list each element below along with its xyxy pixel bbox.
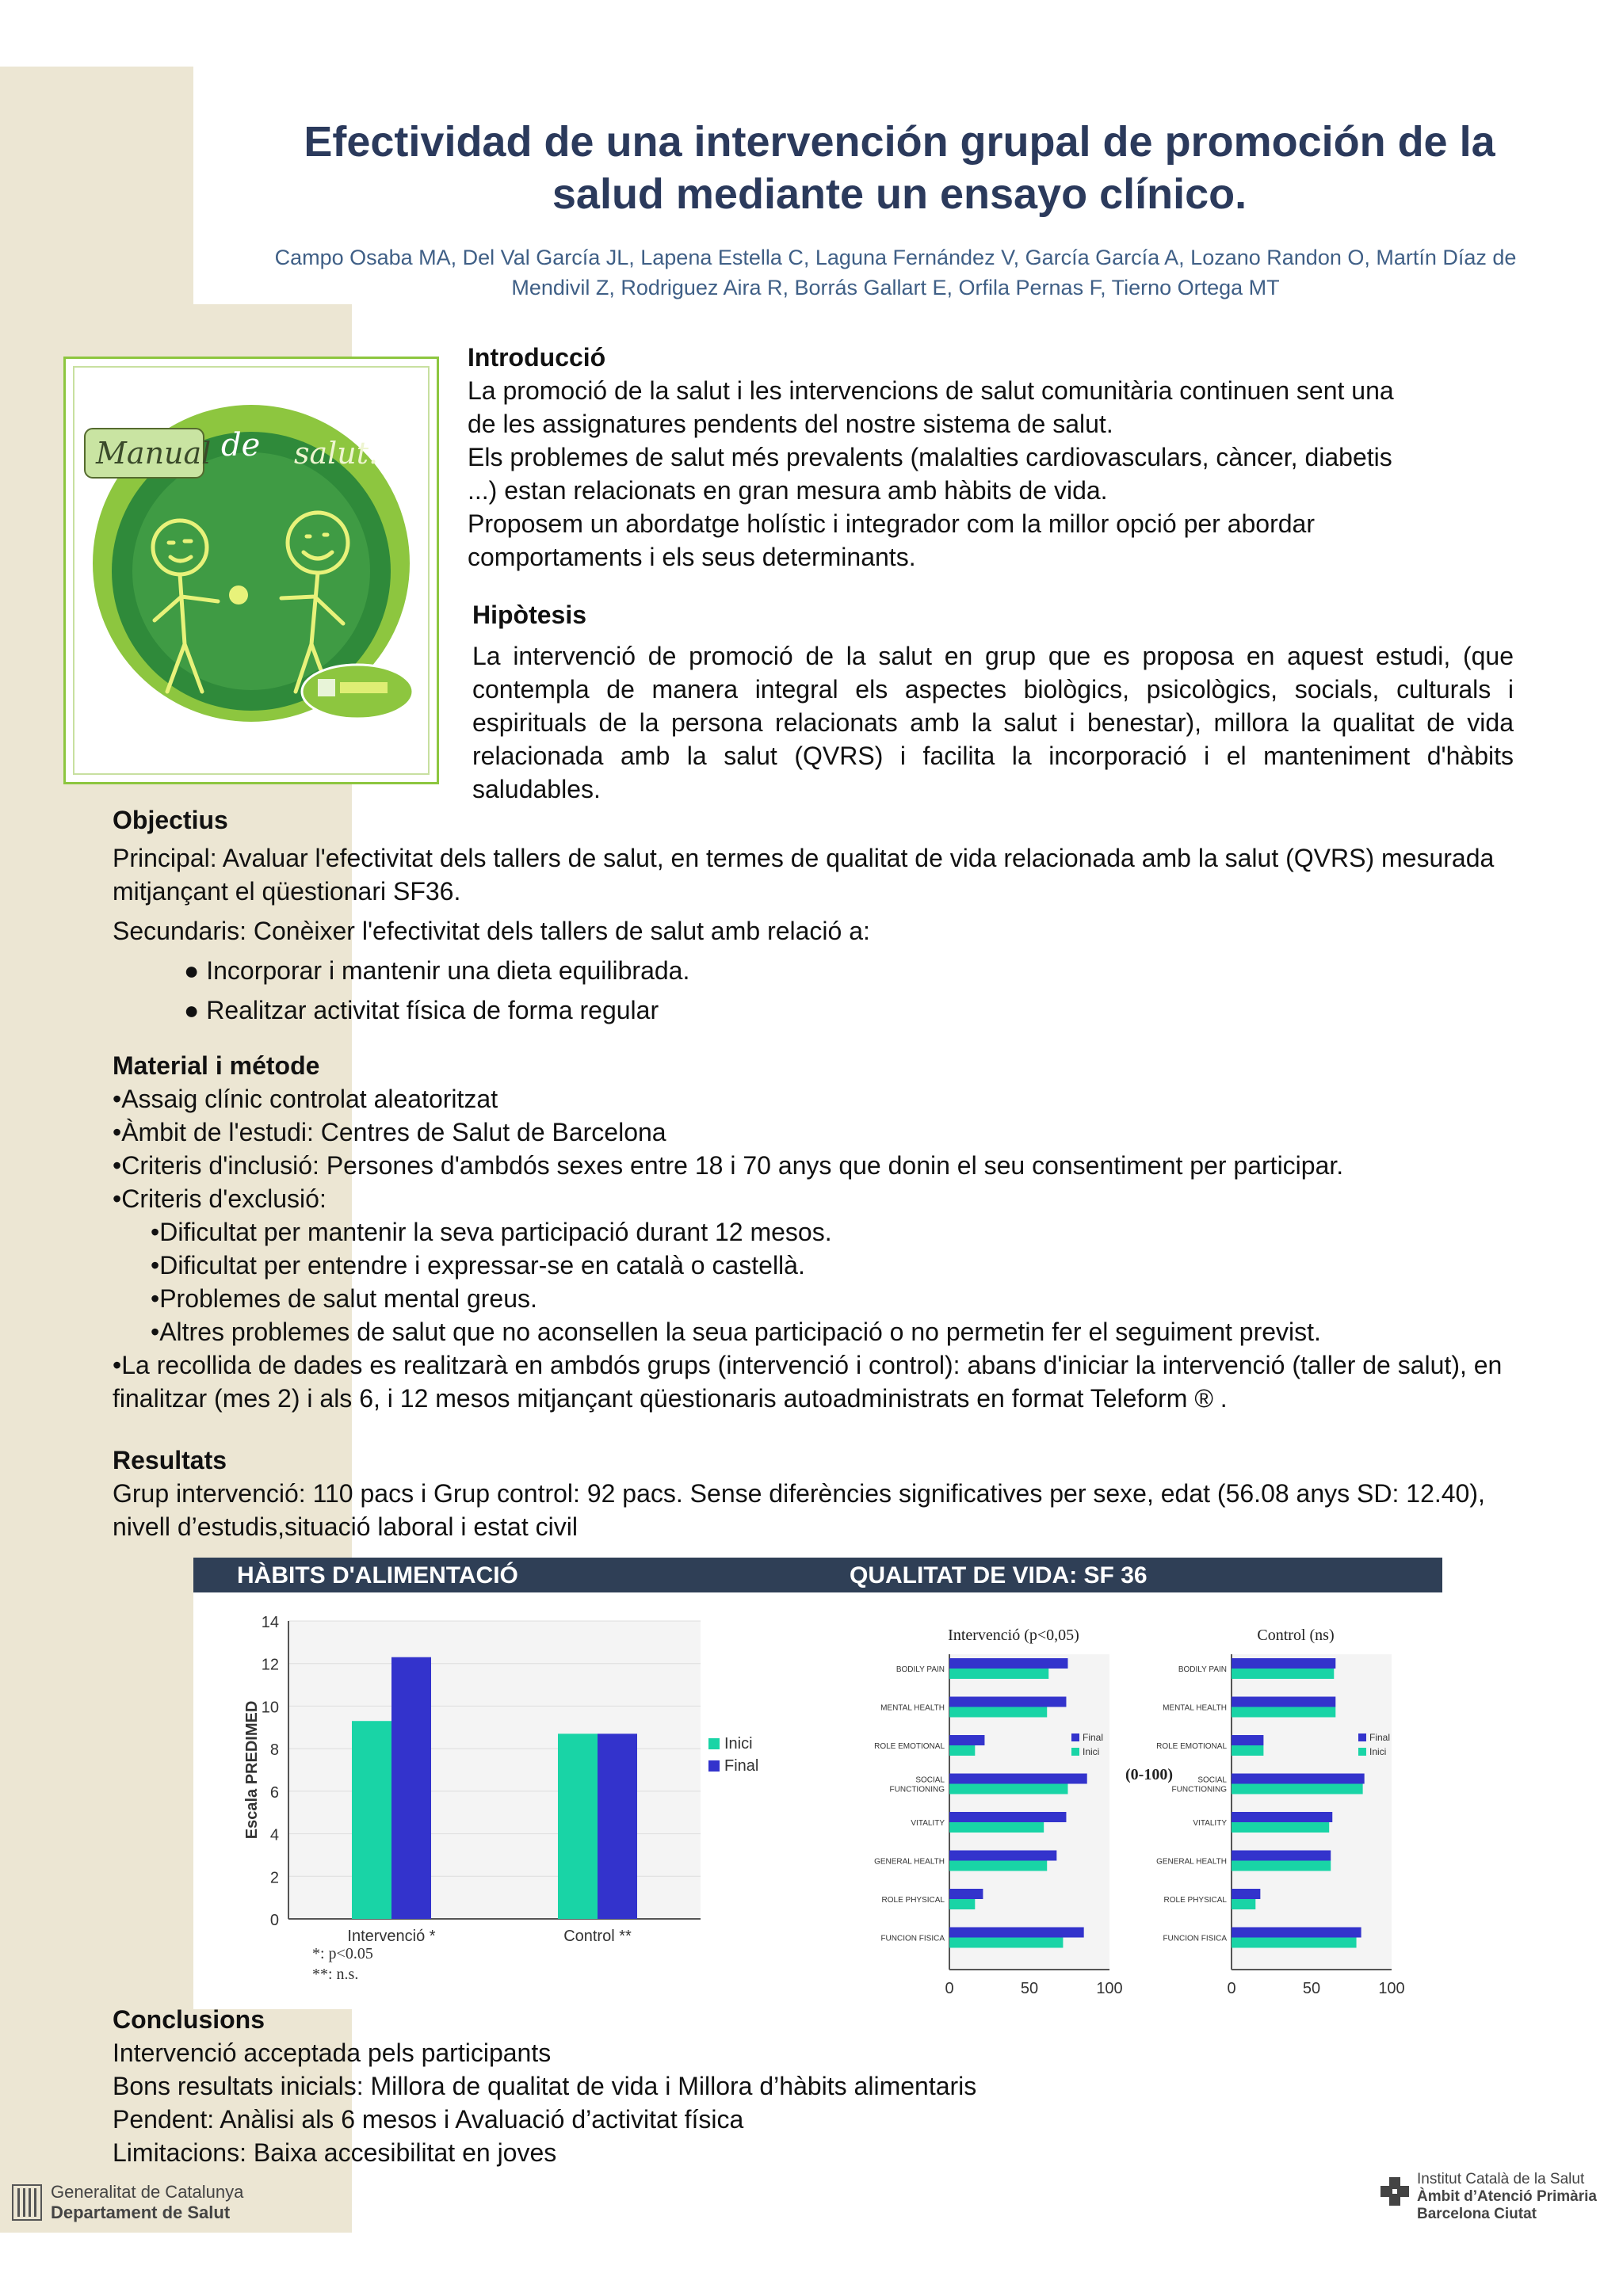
hchart-bar: [949, 1851, 1056, 1861]
hchart-bar: [1232, 1851, 1331, 1861]
hchart-category-label: ROLE PHYSICAL: [1163, 1896, 1227, 1905]
hchart-bar: [949, 1697, 1066, 1707]
hchart-bar: [1232, 1938, 1357, 1948]
hchart-x-tick-label: 100: [1378, 1980, 1405, 1997]
objectives-item: ● Realitzar activitat física de forma regular: [184, 996, 659, 1024]
hchart-bar: [949, 1889, 983, 1899]
objectives-item: ● Incorporar i mantenir una dieta equilibrada.: [184, 956, 690, 985]
results-heading: Resultats: [113, 1446, 227, 1474]
cover-word-de: de: [221, 427, 261, 463]
hchart-category-label: MENTAL HEALTH: [880, 1703, 945, 1713]
ics-line-3: Barcelona Ciutat: [1417, 2206, 1537, 2222]
introduction-line: de les assignatures pendents del nostre sistema de salut.: [468, 410, 1113, 438]
generalitat-line-2: Departament de Salut: [51, 2203, 231, 2222]
hchart-bar: [949, 1707, 1047, 1718]
hchart-bar: [1232, 1669, 1334, 1679]
hypothesis-heading: Hipòtesis: [472, 601, 587, 629]
hchart-category-label: ROLE EMOTIONAL: [874, 1742, 945, 1751]
chart1-y-tick-label: 2: [269, 1869, 279, 1887]
results-section: [113, 1444, 1531, 1543]
authors: [214, 242, 1577, 303]
cover-word-manual: Manual: [96, 436, 212, 471]
apple-icon: [229, 585, 248, 605]
methods-item: •Assaig clínic controlat aleatoritzat: [113, 1085, 498, 1113]
hchart-category-label: BODILY PAIN: [1178, 1665, 1227, 1674]
authors-line-2: Mendivil Z, Rodriguez Aira R, Borrás Gallart E, Orfila Pernas F, Tierno Ortega MT: [511, 276, 1280, 299]
chart1-bar: [391, 1657, 431, 1919]
exclusion-item: •Altres problemes de salut que no aconsellen la seua participació o no permetin fer el seguiment previst.: [151, 1318, 1321, 1346]
exclusion-item: •Dificultat per entendre i expressar-se en català o castellà.: [151, 1251, 805, 1280]
hchart-bar: [1232, 1928, 1361, 1938]
hchart-bar: [1232, 1735, 1263, 1745]
chart1-x-tick-label: Intervenció *: [347, 1928, 436, 1945]
methods-heading: Material i métode: [113, 1051, 320, 1080]
chart1-y-tick-label: 14: [261, 1614, 279, 1631]
hchart-bar: [949, 1669, 1048, 1679]
hchart-legend-swatch: [1358, 1748, 1366, 1756]
figure-header-right: QUALITAT DE VIDA: SF 36: [850, 1562, 1148, 1589]
hchart-legend-label: Final: [1369, 1732, 1391, 1743]
hchart-bar: [949, 1938, 1063, 1948]
hchart-bar: [949, 1861, 1047, 1871]
generalitat-logo: [11, 2180, 265, 2225]
hchart-bar: [1232, 1822, 1329, 1833]
hchart-x-tick-label: 0: [1227, 1980, 1236, 1997]
hchart-bar: [1232, 1658, 1335, 1669]
introduction-heading: Introducció: [468, 343, 606, 372]
ics-logo: [1379, 2171, 1617, 2234]
hchart-legend-label: Inici: [1083, 1746, 1100, 1757]
methods-data-collection: •La recollida de dades es realitzarà en ambdós grups (intervenció i control): abans d'iniciar la intervenció (taller de salut), en finalitzar (mes 2) i als 6, i 12 mesos mitjançant qüestionaris autoadministrats en format Teleform ® .: [113, 1351, 1503, 1413]
hchart-x-tick-label: 50: [1020, 1980, 1039, 1997]
chart1-bar: [558, 1733, 598, 1919]
hchart-bar: [1232, 1784, 1363, 1794]
cover-word-salut: salut.: [294, 436, 379, 471]
generalitat-emblem-icon: [11, 2183, 43, 2222]
hypothesis-text: La intervenció de promoció de la salut en grup que es proposa en aquest estudi, (que contempla de manera integral els aspectes biològics, psicològics, socials, culturals i espirituals de la persona relacionats amb la salut i benestar), millora la qualitat de vida relacionada amb la salut (QVRS) i facilita la incorporació i el manteniment d'hàbits saludables.: [472, 642, 1514, 803]
hchart-category-label: MENTAL HEALTH: [1163, 1703, 1227, 1713]
ics-line-1: Institut Català de la Salut: [1417, 2171, 1585, 2187]
methods-item: •Àmbit de l'estudi: Centres de Salut de Barcelona: [113, 1118, 666, 1146]
hchart-category-label: SOCIAL: [915, 1775, 945, 1785]
introduction-line: La promoció de la salut i les intervencions de salut comunitària continuen sent una: [468, 376, 1394, 405]
hchart-legend-swatch: [1071, 1748, 1079, 1756]
chart1-legend-label: Final: [724, 1757, 759, 1775]
hchart-bar: [949, 1774, 1087, 1784]
conclusions-line: Pendent: Anàlisi als 6 mesos i Avaluació d’activitat física: [113, 2105, 744, 2134]
methods-item: •Criteris d'inclusió: Persones d'ambdós sexes entre 18 i 70 anys que donin el seu consentiment per participar.: [113, 1151, 1344, 1180]
hchart-bar: [949, 1658, 1067, 1669]
hchart-bar: [949, 1899, 975, 1909]
exclusion-item: •Dificultat per mantenir la seva participació durant 12 mesos.: [151, 1218, 832, 1246]
hchart-bar: [949, 1735, 984, 1745]
hchart-category-label: FUNCTIONING: [1171, 1785, 1227, 1794]
conclusions-heading: Conclusions: [113, 2005, 265, 2034]
hchart-bar: [1232, 1774, 1365, 1784]
hchart-bar: [1232, 1889, 1260, 1899]
conclusions-line: Intervenció acceptada pels participants: [113, 2039, 552, 2067]
sf36-range-label: (0-100): [1125, 1766, 1173, 1783]
hchart-bar: [949, 1784, 1067, 1794]
chart1-note: *: p<0.05: [312, 1945, 373, 1962]
hchart-bar: [949, 1812, 1066, 1822]
hchart-bar: [1232, 1861, 1331, 1871]
hchart-x-tick-label: 50: [1302, 1980, 1321, 1997]
objectives-heading: Objectius: [113, 806, 228, 834]
hchart-category-label: SOCIAL: [1197, 1775, 1227, 1785]
chart1-y-tick-label: 10: [261, 1699, 279, 1717]
chart1-y-axis-label: Escala PREDIMED: [243, 1700, 261, 1840]
hchart-legend-swatch: [1071, 1733, 1079, 1741]
chart1-y-tick-label: 4: [269, 1826, 279, 1844]
chart1-x-tick-label: Control **: [563, 1928, 632, 1945]
conclusions-section: [113, 2003, 1531, 2169]
introduction-line: comportaments i els seus determinants.: [468, 543, 916, 571]
figure-charts: [193, 1592, 1442, 2009]
hchart-title: Intervenció (p<0,05): [948, 1627, 1079, 1644]
hchart-legend-label: Inici: [1369, 1746, 1387, 1757]
hchart-bar: [1232, 1745, 1263, 1756]
generalitat-line-1: Generalitat de Catalunya: [51, 2182, 244, 2202]
chart1-plot-area: [288, 1621, 701, 1919]
chart1-y-tick-label: 12: [261, 1656, 279, 1674]
hypothesis-section: [472, 598, 1514, 806]
figure-header-left: HÀBITS D'ALIMENTACIÓ: [237, 1562, 518, 1589]
methods-section: [113, 1049, 1531, 1415]
manual-cover-image: [63, 357, 439, 784]
introduction-line: Els problemes de salut més prevalents (malalties cardiovasculars, càncer, diabetis: [468, 443, 1392, 471]
hchart-bar: [1232, 1899, 1255, 1909]
hchart-bar: [949, 1928, 1084, 1938]
chart1-bar: [598, 1733, 637, 1919]
chart1-legend-swatch: [708, 1738, 720, 1749]
hchart-category-label: BODILY PAIN: [896, 1665, 945, 1674]
chart1-legend-swatch: [708, 1760, 720, 1772]
title-line-1: Efectividad de una intervención grupal de promoción de la: [304, 118, 1495, 166]
chart1-note: **: n.s.: [312, 1966, 359, 1983]
hchart-x-tick-label: 0: [945, 1980, 954, 1997]
conclusions-line: Limitacions: Baixa accesibilitat en joves: [113, 2138, 557, 2167]
title-line-2: salud mediante un ensayo clínico.: [552, 170, 1247, 218]
objectives-section: [113, 803, 1531, 1027]
hchart-category-label: VITALITY: [1193, 1819, 1227, 1828]
hchart-category-label: GENERAL HEALTH: [874, 1857, 945, 1867]
ics-line-2: Àmbit d’Atenció Primària: [1417, 2188, 1597, 2205]
objectives-secondary: Secundaris: Conèixer l'efectivitat dels tallers de salut amb relació a:: [113, 917, 870, 945]
chart1-y-tick-label: 6: [269, 1783, 279, 1802]
hchart-bar: [949, 1822, 1044, 1833]
introduction-line: ...) estan relacionats en gran mesura amb hàbits de vida.: [468, 476, 1108, 505]
exclusion-item: •Problemes de salut mental greus.: [151, 1284, 537, 1313]
hchart-category-label: ROLE PHYSICAL: [881, 1896, 945, 1905]
hchart-bar: [949, 1745, 975, 1756]
methods-item: •Criteris d'exclusió:: [113, 1184, 327, 1213]
introduction-section: [468, 341, 1522, 574]
hchart-category-label: FUNCTIONING: [889, 1785, 945, 1794]
authors-line-1: Campo Osaba MA, Del Val García JL, Lapena Estella C, Laguna Fernández V, García García A, Lozano Randon O, Martín Díaz de: [274, 246, 1517, 269]
hchart-legend-label: Final: [1083, 1732, 1104, 1743]
conclusions-line: Bons resultats inicials: Millora de qualitat de vida i Millora d’hàbits alimentaris: [113, 2072, 977, 2100]
cover-illustration: [66, 359, 437, 782]
chart1-legend-label: Inici: [724, 1735, 753, 1753]
hchart-category-label: VITALITY: [911, 1819, 945, 1828]
hchart-category-label: GENERAL HEALTH: [1156, 1857, 1227, 1867]
hchart-category-label: FUNCION FISICA: [1163, 1934, 1227, 1943]
figure-header-bar: [193, 1558, 1442, 1592]
chart1-y-tick-label: 0: [269, 1912, 279, 1929]
introduction-line: Proposem un abordatge holístic i integrador com la millor opció per abordar: [468, 509, 1315, 538]
poster-title: [230, 116, 1569, 220]
results-text: Grup intervenció: 110 pacs i Grup control: 92 pacs. Sense diferències significatives per sexe, edat (56.08 anys SD: 12.40), nivell d’estudis,situació laboral i estat civil: [113, 1479, 1485, 1541]
chart1-bar: [352, 1721, 391, 1919]
hchart-legend-swatch: [1358, 1733, 1366, 1741]
objectives-principal: Principal: Avaluar l'efectivitat dels tallers de salut, en termes de qualitat de vida relacionada amb la salut (QVRS) mesurada mitjançant el qüestionari SF36.: [113, 844, 1495, 906]
hchart-category-label: ROLE EMOTIONAL: [1156, 1742, 1227, 1751]
chart1-y-tick-label: 8: [269, 1741, 279, 1760]
hchart-bar: [1232, 1707, 1335, 1718]
ics-cross-icon: [1379, 2176, 1411, 2207]
hchart-bar: [1232, 1812, 1332, 1822]
hchart-x-tick-label: 100: [1096, 1980, 1123, 1997]
hchart-bar: [1232, 1697, 1335, 1707]
hchart-title: Control (ns): [1257, 1627, 1335, 1644]
results-figure: [193, 1558, 1442, 2009]
hchart-category-label: FUNCION FISICA: [880, 1934, 945, 1943]
